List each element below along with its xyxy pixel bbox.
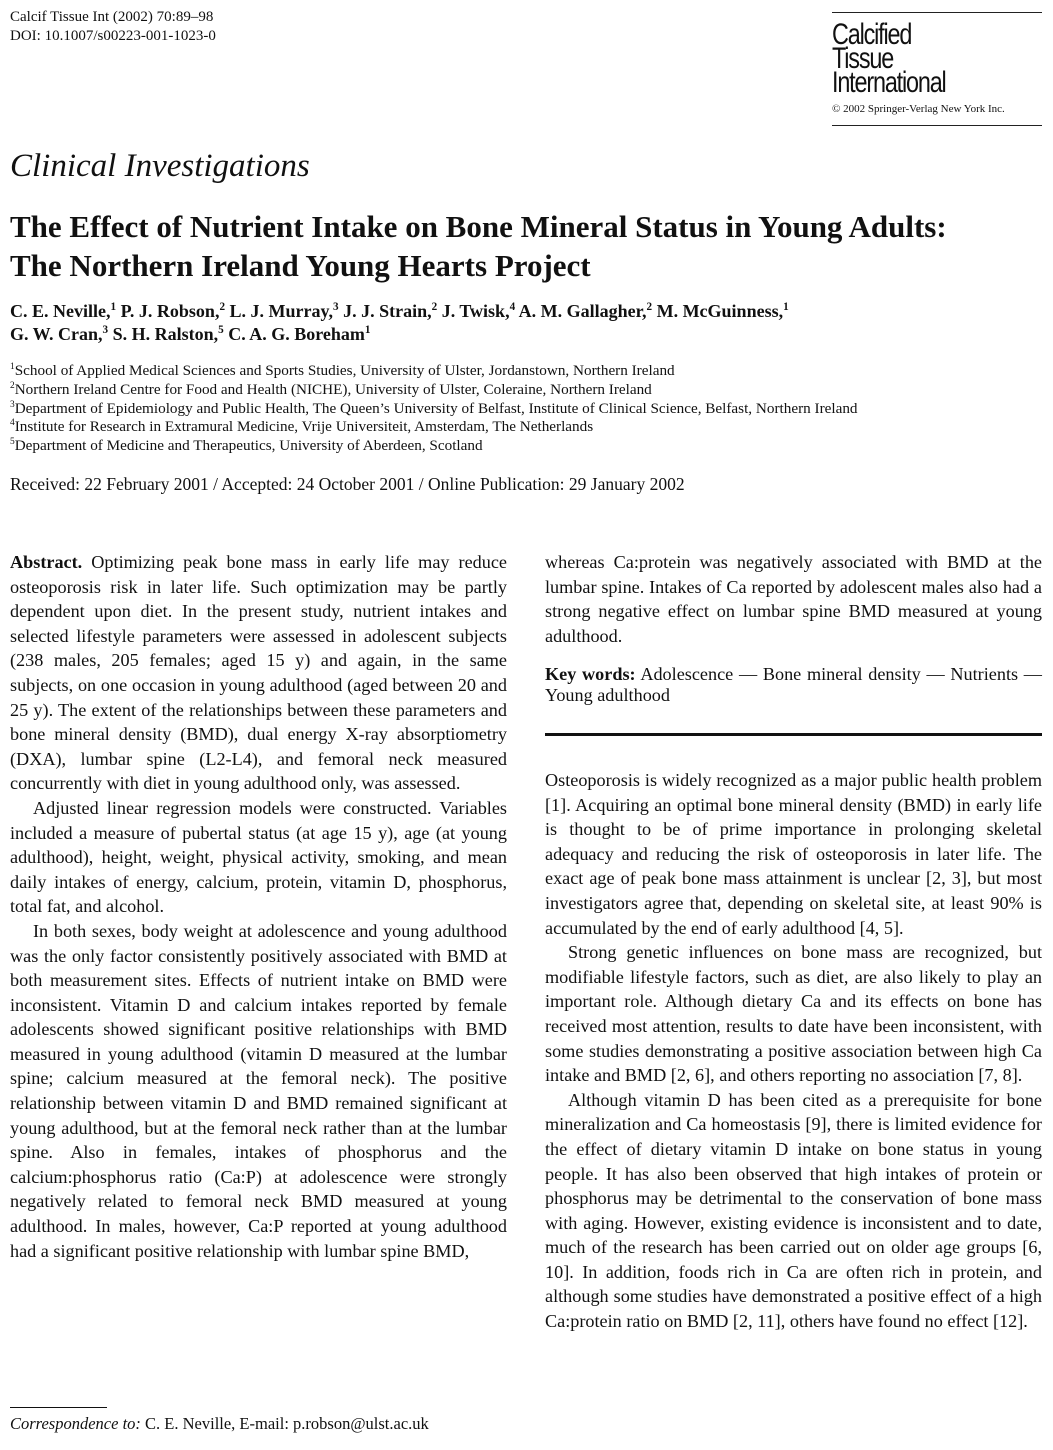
footnote-label: Correspondence to: xyxy=(10,1414,141,1433)
correspondence-footnote xyxy=(10,1414,429,1434)
section-label: Clinical Investigations xyxy=(10,148,310,184)
abstract-paragraph-3-cont: whereas Ca:protein was negatively associated with BMD at the lumbar spine. Intakes of Ca reported by adolescent males also had a strong negative effect on lumbar spine BMD measured at young adulthood. xyxy=(545,552,1042,646)
affiliation-sup: 2 xyxy=(10,380,15,391)
abstract-paragraph-2: Adjusted linear regression models were constructed. Variables included a measure of pubertal status (at age 15 y), age (at young adulthood), height, weight, physical activity, smoking, and mean daily intakes of energy, calcium, protein, vitamin D, phosphorus, total fat, and alcohol. xyxy=(10,797,507,917)
author-line-2 xyxy=(10,323,1045,346)
author-sup: 5 xyxy=(218,324,224,336)
keywords-label: Key words: xyxy=(545,664,636,685)
affiliation-text: Institute for Research in Extramural Medicine, Vrije Universiteit, Amsterdam, The Netherlands xyxy=(14,418,594,436)
logo-line-2: Tissue xyxy=(832,42,894,75)
body-paragraph-3: Although vitamin D has been cited as a prerequisite for bone mineralization and Ca homeostasis [9], there is limited evidence for the effect of dietary vitamin D intake on bone status in young people. It has also been observed that high intakes of protein or phosphorus may be detrimental to the conservation of bone mass with aging. However, existing evidence is inconsistent and to date, much of the research has been carried out on older age groups [6, 10]. In addition, foods rich in Ca are often rich in protein, and although some studies have demonstrated a positive effect of a high Ca:protein ratio on BMD [2, 11], others have found no effect [12]. xyxy=(545,1089,1042,1332)
keywords xyxy=(545,664,1042,706)
affiliation-sup: 5 xyxy=(10,437,15,448)
author-name: A. M. Gallagher, xyxy=(518,301,647,321)
author-sup: 2 xyxy=(431,301,438,313)
author-sup: 2 xyxy=(219,301,226,313)
article-meta xyxy=(10,8,216,46)
title-line-1: The Effect of Nutrient Intake on Bone Mineral Status in Young Adults: xyxy=(10,209,947,244)
doi: DOI: 10.1007/s00223-001-1023-0 xyxy=(10,28,216,44)
author-sup: 3 xyxy=(333,301,339,313)
author-name: G. W. Cran, xyxy=(10,324,103,344)
footnote-divider xyxy=(10,1407,107,1408)
logo-line-3: International xyxy=(832,66,946,99)
affiliation-item xyxy=(10,362,1045,381)
affiliations xyxy=(10,362,1045,456)
author-name: J. Twisk, xyxy=(441,301,510,321)
article-title xyxy=(10,207,1045,285)
publication-dates: Received: 22 February 2001 / Accepted: 24 October 2001 / Online Publication: 29 January 2002 xyxy=(10,474,685,494)
affiliation-text: School of Applied Medical Sciences and Sports Studies, University of Ulster, Jordanstown, Northern Ireland xyxy=(14,362,675,379)
author-sup: 3 xyxy=(102,324,109,336)
affiliation-sup: 1 xyxy=(10,361,15,372)
footnote-text: C. E. Neville, E-mail: p.robson@ulst.ac.uk xyxy=(145,1414,429,1433)
author-sup: 4 xyxy=(509,301,516,313)
affiliation-text: Northern Ireland Centre for Food and Health (NICHE), University of Ulster, Coleraine, Northern Ireland xyxy=(14,380,652,398)
author-name: L. J. Murray, xyxy=(229,301,334,321)
logo-line-1: Calcified xyxy=(832,18,912,51)
author-name: C. E. Neville, xyxy=(10,301,111,321)
author-sup: 1 xyxy=(364,324,371,336)
keywords-text: Adolescence — Bone mineral density — Nutrients — Young adulthood xyxy=(545,664,1042,706)
author-sup: 1 xyxy=(110,301,117,313)
title-line-2: The Northern Ireland Young Hearts Project xyxy=(10,248,591,283)
journal-citation: Calcif Tissue Int (2002) 70:89–98 xyxy=(10,9,214,25)
author-list xyxy=(10,300,1045,346)
author-sup: 2 xyxy=(646,301,653,313)
affiliation-text: Department of Epidemiology and Public Health, The Queen’s University of Belfast, Institute of Clinical Science, Belfast, Northern Ireland xyxy=(14,399,858,417)
journal-logo xyxy=(832,12,1042,126)
body-column xyxy=(545,768,1042,1334)
affiliation-sup: 4 xyxy=(10,418,15,429)
author-name: M. McGuinness, xyxy=(656,301,784,321)
abstract-column xyxy=(10,550,507,1263)
author-name: S. H. Ralston, xyxy=(112,324,219,344)
abstract-paragraph-1 xyxy=(10,550,507,796)
author-sup: 1 xyxy=(783,301,789,313)
affiliation-item xyxy=(10,418,1045,437)
abstract-paragraph-3: In both sexes, body weight at adolescence and young adulthood was the only factor consistently positively associated with BMD at both measurement sites. Effects of nutrient intake on BMD were inconsistent. Vitamin D and calcium intakes reported by female adolescents showed significant positive relationships with BMD measured in young adulthood (vitamin D measured at the lumbar spine; calcium measured at the femoral neck). The positive relationship between vitamin D and BMD remained significant at young adulthood, but at the femoral neck rather than at the lumbar spine. Also in females, intakes of phosphorus and the calcium:phosphorus ratio (Ca:P) at adolescence were strongly negatively related to femoral neck BMD measured at young adulthood. In males, however, Ca:P reported at young adulthood had a significant positive relationship with lumbar spine BMD, xyxy=(10,920,507,1261)
section-divider xyxy=(545,733,1042,736)
abstract-label: Abstract. xyxy=(10,552,83,572)
affiliation-item xyxy=(10,400,1045,419)
abstract-text: Optimizing peak bone mass in early life may reduce osteoporosis risk in later life. Such optimization may be partly dependent upon diet. In the present study, nutrient intakes and selected lifestyle parameters were assessed in adolescent subjects (238 males, 205 females; aged 15 y) and again, in the same subjects, on one occasion in young adulthood (aged between 20 and 25 y). The extent of the relationships between these parameters and bone mineral density (BMD), dual energy X-ray absorptiometry (DXA), lumbar spine (L2-L4), and femoral neck measured concurrently with diet in young adulthood only, was assessed. xyxy=(10,552,508,794)
author-line-1 xyxy=(10,300,1045,323)
body-paragraph-2: Strong genetic influences on bone mass are recognized, but modifiable lifestyle factors, such as diet, are also likely to play an important role. Although dietary Ca and its effects on bone has received most attention, results to date have been inconsistent, with some studies demonstrating a positive association between high Ca intake and BMD [2, 6], and others reporting no association [7, 8]. xyxy=(545,942,1042,1086)
affiliation-text: Department of Medicine and Therapeutics, University of Aberdeen, Scotland xyxy=(14,437,483,455)
logo-copyright: © 2002 Springer-Verlag New York Inc. xyxy=(832,103,1005,115)
affiliation-item xyxy=(10,437,1045,456)
author-name: J. J. Strain, xyxy=(343,301,432,321)
body-paragraph-1: Osteoporosis is widely recognized as a major public health problem [1]. Acquiring an optimal bone mineral density (BMD) in early life is thought to be of prime importance in prolonging skeletal adequacy and reducing the risk of osteoporosis in later life. The exact age of peak bone mass attainment is unclear [2, 3], but most investigators agree that, depending on skeletal site, at least 90% is accumulated by the end of early adulthood [4, 5]. xyxy=(545,770,1042,938)
affiliation-sup: 3 xyxy=(10,399,15,410)
author-name: P. J. Robson, xyxy=(120,301,220,321)
abstract-continuation-column xyxy=(545,550,1042,706)
affiliation-item xyxy=(10,381,1045,400)
author-name: C. A. G. Boreham xyxy=(228,324,365,344)
